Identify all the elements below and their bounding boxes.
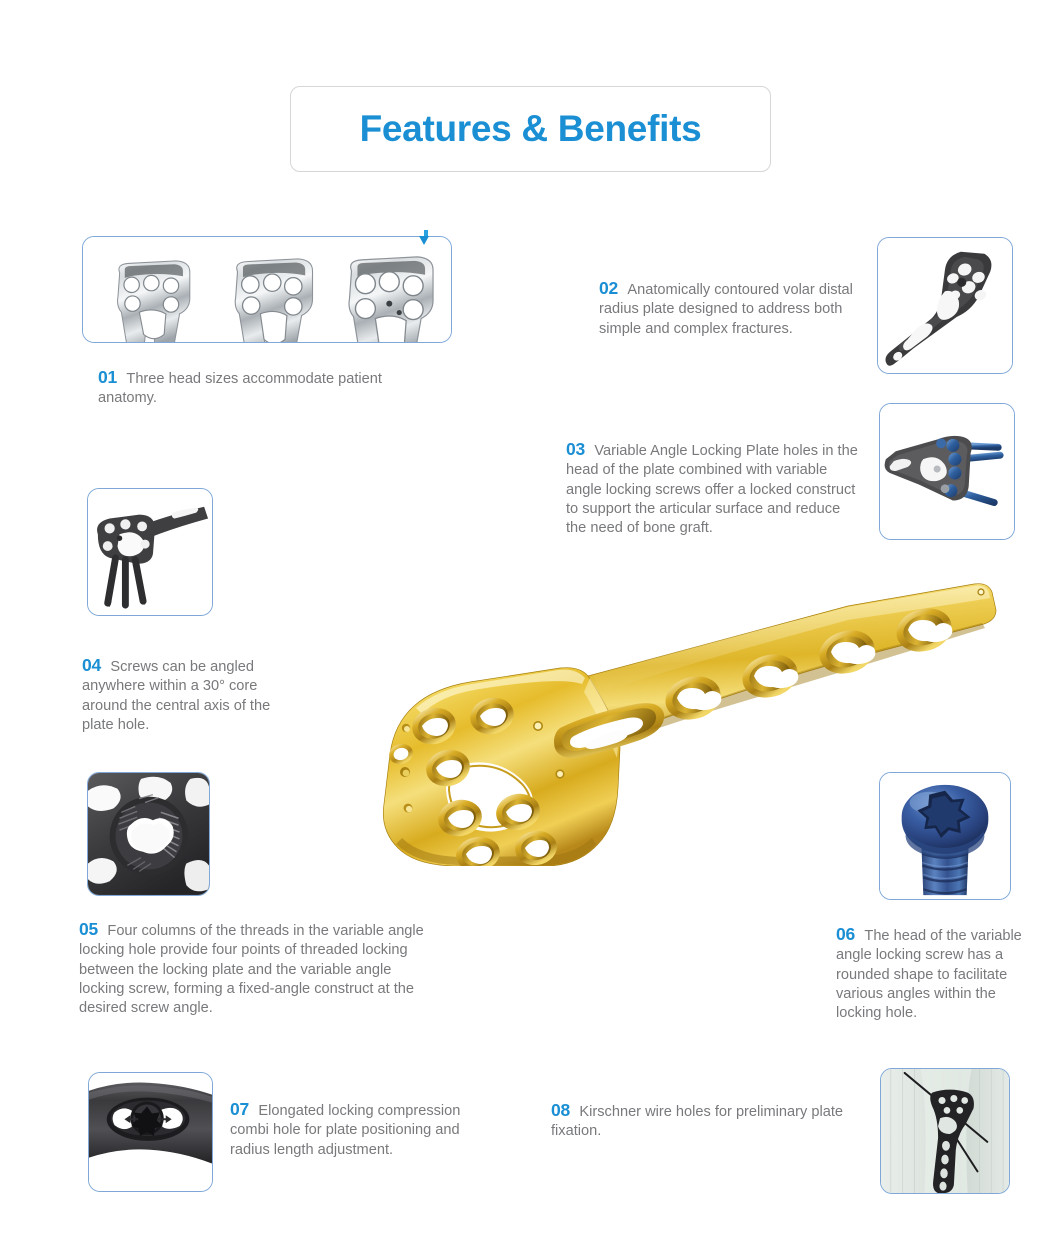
feature-caption-08 bbox=[551, 1099, 851, 1142]
feature-text-08: Kirschner wire holes for preliminary plate fixation. bbox=[551, 1104, 844, 1140]
feature-number-03: 03 bbox=[566, 439, 586, 459]
feature-number-05: 05 bbox=[79, 919, 99, 939]
feature-text-04: Screws can be angled anywhere within a 30° core around the central axis of the plate hole. bbox=[82, 659, 271, 733]
feature-image-08 bbox=[880, 1068, 1010, 1194]
feature-caption-01 bbox=[98, 366, 438, 409]
page-title: Features & Benefits bbox=[359, 108, 702, 149]
feature-image-04 bbox=[87, 488, 213, 616]
variable-angle-locking-photo bbox=[880, 404, 1014, 539]
feature-image-05 bbox=[87, 772, 210, 896]
feature-caption-06 bbox=[836, 923, 1026, 1023]
feature-text-05: Four columns of the threads in the variable angle locking hole provide four points of threaded locking between the locking plate and the variable angle locking screw, forming a fixed-angle construct at the desired screw angle. bbox=[79, 923, 424, 1016]
feature-image-07 bbox=[88, 1072, 213, 1192]
locking-screw-head-photo bbox=[880, 773, 1010, 899]
anatomic-contour-photo bbox=[878, 238, 1012, 373]
feature-caption-07 bbox=[230, 1098, 480, 1160]
feature-image-02 bbox=[877, 237, 1013, 374]
feature-image-03 bbox=[879, 403, 1015, 540]
feature-text-06: The head of the variable angle locking screw has a rounded shape to facilitate various angles within the locking hole. bbox=[836, 928, 1022, 1021]
feature-text-02: Anatomically contoured volar distal radius plate designed to address both simple and complex fractures. bbox=[599, 282, 853, 337]
feature-caption-03 bbox=[566, 438, 862, 538]
feature-number-07: 07 bbox=[230, 1099, 250, 1119]
feature-text-03: Variable Angle Locking Plate holes in the head of the plate combined with variable angle locking screws offer a locked construct to support the articular surface and reduce the need of bone graft. bbox=[566, 443, 858, 536]
feature-text-07: Elongated locking compression combi hole for plate positioning and radius length adjustment. bbox=[230, 1103, 461, 1158]
feature-caption-04 bbox=[82, 654, 292, 735]
feature-number-08: 08 bbox=[551, 1100, 571, 1120]
four-column-thread-photo bbox=[88, 773, 209, 895]
feature-number-02: 02 bbox=[599, 278, 619, 298]
feature-caption-05 bbox=[79, 918, 435, 1018]
kirschner-wire-photo bbox=[881, 1069, 1009, 1193]
feature-image-06 bbox=[879, 772, 1011, 900]
page-title-box bbox=[290, 86, 771, 172]
feature-image-01 bbox=[82, 236, 452, 343]
feature-text-01: Three head sizes accommodate patient anatomy. bbox=[98, 371, 382, 407]
frame-01-marker-arrow-icon bbox=[419, 236, 429, 245]
feature-number-04: 04 bbox=[82, 655, 102, 675]
combi-hole-photo bbox=[89, 1073, 212, 1191]
feature-number-01: 01 bbox=[98, 367, 118, 387]
three-head-sizes-photo bbox=[83, 237, 451, 343]
feature-number-06: 06 bbox=[836, 924, 856, 944]
screw-angulation-photo bbox=[88, 489, 212, 615]
feature-caption-02 bbox=[599, 277, 861, 339]
